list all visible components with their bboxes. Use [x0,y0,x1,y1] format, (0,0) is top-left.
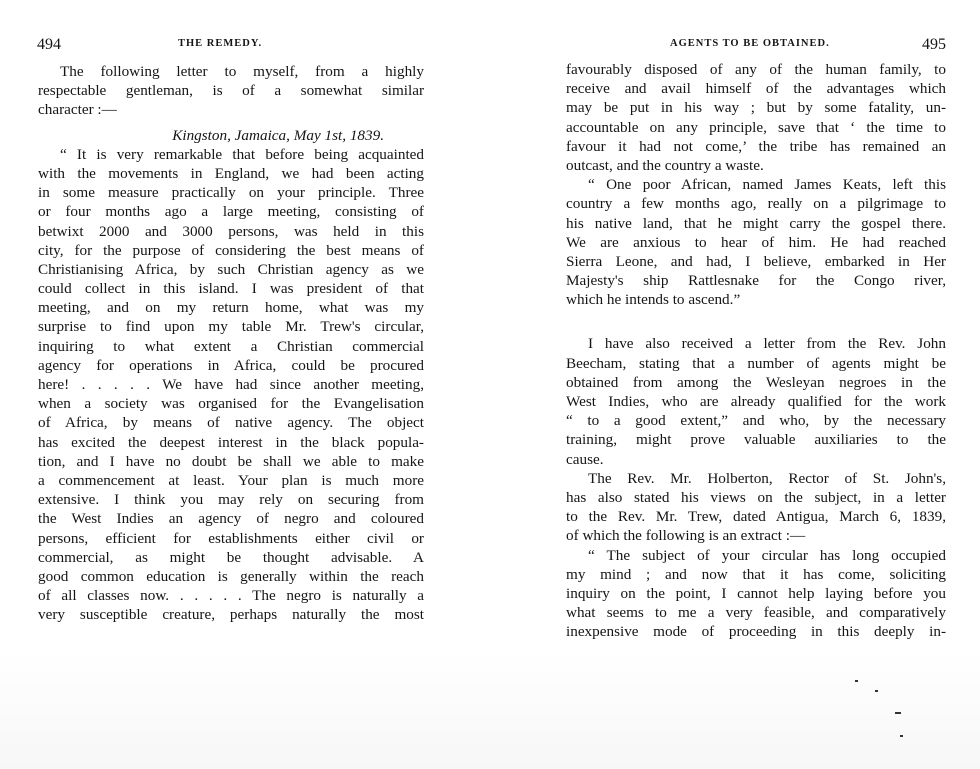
text-line: “ One poor African, named James Keats, left this [588,176,946,194]
text-line: betwixt 2000 and 3000 persons, was held in this [38,222,424,240]
text-line: of Africa, by means of native agency. The object [38,414,424,432]
left-page-number: 494 [37,36,61,53]
text-line: agency for operations in Africa, could be procured [38,356,424,374]
text-line: Beecham, stating that a number of agents might be [566,354,946,372]
left-running-head: THE REMEDY. [178,38,263,49]
text-line: favour it had not come,’ the tribe has remained an [566,137,946,155]
right-page-body [566,60,946,641]
text-line: of which the following is an extract :— [566,527,806,545]
text-line: has excited the deepest interest in the black popula- [38,433,424,451]
text-line: city, for the purpose of considering the best means of [38,241,424,259]
text-line: in some measure practically on your principle. Three [38,184,424,202]
text-line: Sierra Leone, and had, I believe, embarked in Her [566,252,946,270]
text-line: extensive. I think you may rely on securing from [38,491,424,509]
text-line: tion, and I have no doubt be shall we able to make [38,452,424,470]
text-line: which he intends to ascend.” [566,291,741,309]
text-line: “ The subject of your circular has long occupied [588,546,946,564]
text-line: meeting, and on my return home, what was my [38,299,424,317]
text-line: surprise to find upon my table Mr. Trew's circular, [38,318,424,336]
scan-speck [900,735,903,737]
text-line: favourably disposed of any of the human family, to [566,61,946,78]
text-line: very susceptible creature, perhaps naturally the most [38,606,424,624]
text-line: my mind ; and now that it has come, soliciting [566,565,946,583]
text-line: the West Indies an agency of negro and coloured [38,510,424,528]
text-line: persons, efficient for establishments either civil or [38,529,424,547]
text-line: “ It is very remarkable that before being acquainted [60,145,424,163]
text-line: may be put in his way ; but by some fatality, un- [566,99,946,117]
text-line: character :— [38,101,117,119]
right-page-number: 495 [922,36,946,53]
text-line: inquiry on the point, I cannot help laying before you [566,584,946,602]
left-page-body [38,62,424,624]
text-line: The Rev. Mr. Holberton, Rector of St. John's, [588,469,946,487]
text-line: what seems to me a very feasible, and comparatively [566,604,946,622]
text-line: Christianising Africa, by such Christian agency as we [38,260,424,278]
text-line: outcast, and the country a waste. [566,156,764,174]
text-line: good common education is generally within the reach [38,567,424,585]
text-line: “ to a good extent,” and who, by the necessary [566,412,946,430]
text-line: commercial, as might be thought advisable. A [38,548,424,566]
text-line: cause. [566,450,604,468]
text-line: has also stated his views on the subject, in a letter [566,488,946,506]
text-line: of all classes now. . . . . . The negro is naturally a [38,587,424,605]
text-line: Majesty's ship Rattlesnake for the Congo river, [566,272,946,290]
text-line: accountable on any principle, save that ‘ the time to [566,118,946,136]
text-line: obtained from among the Wesleyan negroes in the [566,373,946,391]
text-line: inexpensive mode of proceeding in this deeply in- [566,623,946,641]
text-line: his native land, that he might carry the gospel there. [566,214,946,232]
scan-speck [895,712,901,714]
scan-speck [855,680,858,682]
text-line: The following letter to myself, from a highly [60,63,424,80]
text-line: could collect in this island. I was president of that [38,280,424,298]
letter-dateline: Kingston, Jamaica, May 1st, 1839. [172,126,384,144]
text-line: West Indies, who are already qualified for the work [566,393,946,410]
text-line: a commencement at least. Your plan is much more [38,471,424,489]
text-line: inquiring to what extent a Christian commercial [38,337,424,355]
text-line: when a society was organised for the Evangelisation [38,395,424,413]
text-line: with the movements in England, we had been acting [38,164,424,182]
text-line: receive and avail himself of the advantages which [566,80,946,98]
text-line: training, might prove valuable auxiliaries to the [566,431,946,449]
scan-speck [875,690,878,692]
text-line: respectable gentleman, is of a somewhat similar [38,82,424,100]
text-line: here! . . . . . We have had since another meeting, [38,376,424,393]
text-line: I have also received a letter from the Rev. John [588,335,946,353]
text-line: to the Rev. Mr. Trew, dated Antigua, March 6, 1839, [566,508,946,526]
text-line: We are anxious to hear of him. He had reached [566,233,946,251]
right-page [490,0,980,769]
right-running-head: AGENTS TO BE OBTAINED. [670,38,830,49]
text-line: or four months ago a large meeting, consisting of [38,203,424,221]
text-line: country a few months ago, really on a pilgrimage to [566,195,946,213]
